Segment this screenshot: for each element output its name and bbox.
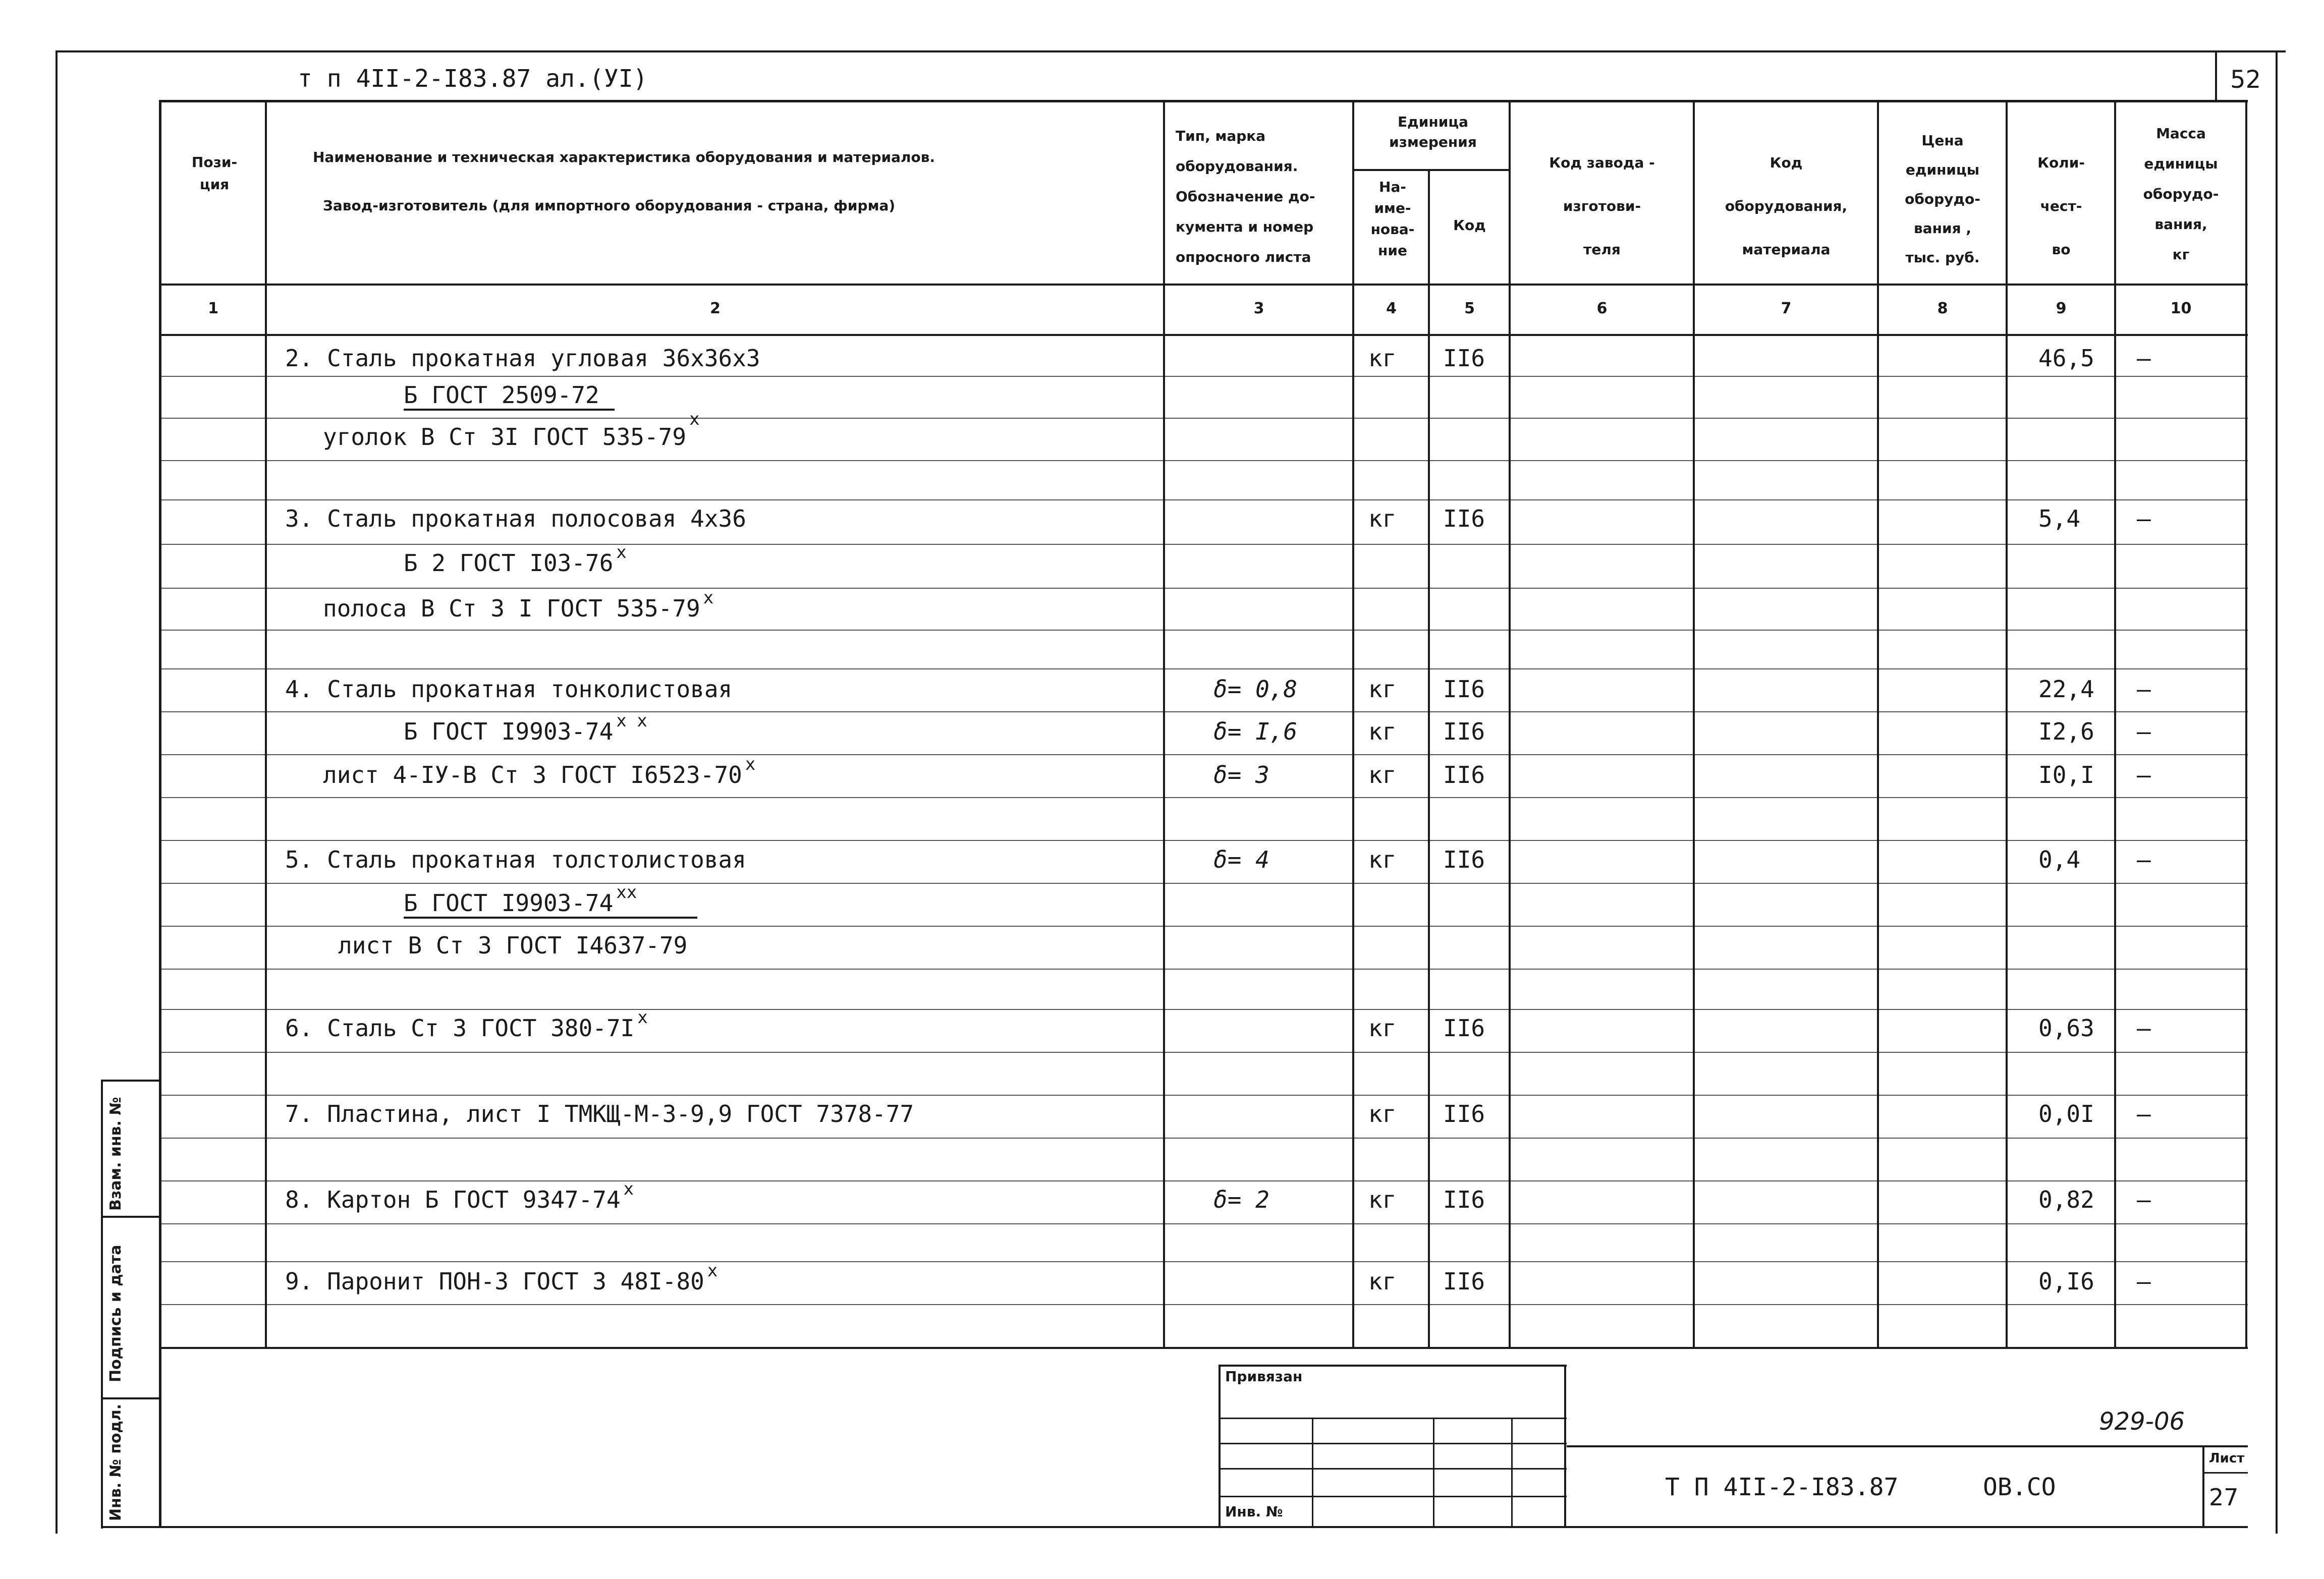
- row-item-4-mass-2: –: [2137, 718, 2151, 745]
- colnum-5: 5: [1464, 300, 1475, 317]
- row-item-4-spec: лист 4-IУ-В Ст 3 ГОСТ I6523-70: [323, 761, 742, 788]
- row-item-4-spec-sup: х: [745, 754, 756, 774]
- row-item-2-standard: Б ГОСТ 2509-72: [404, 381, 615, 411]
- page-number-box-line: [2215, 50, 2217, 101]
- header-type: Тип, марка оборудования. Обозначение до- кумента и номер опросного листа: [1176, 128, 1315, 265]
- row-separator-line: [159, 499, 2248, 500]
- stamp-handwritten-number: 929-06: [2099, 1407, 2185, 1436]
- row-item-4-type-2: δ= I,6: [1213, 718, 1298, 745]
- row-item-8-unit: кг: [1368, 1186, 1397, 1213]
- row-separator-line: [159, 926, 2248, 927]
- stamp-sheet-number: 27: [2209, 1484, 2239, 1511]
- col-divider-7: [1877, 101, 1879, 1347]
- row-item-8-qty: 0,82: [2038, 1186, 2094, 1213]
- header-name-line1: Наименование и техническая характеристика оборудования и материалов.: [313, 149, 935, 165]
- bound-col-2: [1433, 1418, 1434, 1526]
- row-item-7-code: II6: [1443, 1100, 1485, 1127]
- row-item-2-mass: –: [2137, 345, 2151, 372]
- col-divider-3: [1352, 101, 1354, 1347]
- col-divider-9: [2114, 101, 2116, 1347]
- bound-col-3: [1511, 1418, 1513, 1526]
- stamp-bound-label: Привязан: [1225, 1368, 1303, 1385]
- header-position: Пози- ция: [191, 154, 238, 193]
- row-item-5-name: 5. Сталь прокатная толстолистовая: [285, 846, 746, 873]
- bound-row-3: [1219, 1468, 1567, 1470]
- row-item-4-mass-3: –: [2137, 761, 2151, 788]
- row-item-4-qty-1: 22,4: [2038, 675, 2094, 703]
- header-equipment-code: Код оборудования, материала: [1725, 154, 1848, 258]
- stamp-inv-label: Инв. №: [1225, 1503, 1283, 1520]
- row-item-3-code: II6: [1443, 505, 1485, 532]
- row-separator-line: [159, 754, 2248, 755]
- row-item-2-spec: уголок В Ст 3I ГОСТ 535-79: [323, 423, 687, 450]
- sheet-box-left: [2202, 1445, 2204, 1526]
- row-item-5-qty: 0,4: [2038, 846, 2081, 873]
- row-item-2-name: 2. Сталь прокатная угловая 36х36х3: [285, 345, 760, 372]
- row-item-7-name: 7. Пластина, лист I ТМКЩ-М-3-9,9 ГОСТ 7378-77: [285, 1100, 914, 1127]
- row-item-5-spec: лист В Ст 3 ГОСТ I4637-79: [338, 932, 688, 959]
- row-item-5-code: II6: [1443, 846, 1485, 873]
- stamp-doc-part: ОВ.СО: [1983, 1473, 2056, 1501]
- project-reference: т п 4II-2-I83.87 ал.(УI): [298, 65, 648, 93]
- row-separator-line: [159, 1180, 2248, 1181]
- col-divider-1: [265, 101, 267, 1347]
- row-item-4-mass-1: –: [2137, 675, 2151, 703]
- row-item-3-unit: кг: [1368, 505, 1397, 532]
- row-separator-line: [159, 883, 2248, 884]
- frame-left: [56, 50, 58, 1534]
- side-stamp-bottom: [101, 1526, 161, 1528]
- row-item-4-unit-1: кг: [1368, 675, 1397, 703]
- colnum-8: 8: [1937, 300, 1948, 317]
- row-item-7-unit: кг: [1368, 1100, 1397, 1127]
- bound-box-left: [1219, 1365, 1221, 1526]
- row-item-5-mass: –: [2137, 846, 2151, 873]
- row-item-5-standard: Б ГОСТ I9903-74: [404, 889, 614, 917]
- row-item-4-name: 4. Сталь прокатная тонколистовая: [285, 675, 733, 703]
- row-item-3-spec: полоса В Ст 3 I ГОСТ 535-79: [323, 595, 700, 622]
- header-unit-name: На- име- нова- ние: [1370, 179, 1415, 259]
- row-separator-line: [159, 376, 2248, 377]
- header-name-line2: Завод-изготовитель (для импортного оборудования - страна, фирма): [323, 197, 896, 214]
- unit-group-separator: [1352, 169, 1509, 171]
- row-item-9-name: 9. Паронит ПОН-3 ГОСТ 3 48I-80: [285, 1268, 704, 1295]
- row-separator-line: [159, 1095, 2248, 1096]
- frame-top: [56, 50, 2286, 52]
- bound-row-4: [1219, 1496, 1567, 1497]
- row-item-8-code: II6: [1443, 1186, 1485, 1213]
- row-item-4-standard: Б ГОСТ I9903-74: [404, 718, 614, 745]
- row-item-3-standard: Б 2 ГОСТ I03-76: [404, 549, 614, 577]
- header-unit-group: Единица измерения: [1389, 114, 1477, 150]
- title-block-top: [1567, 1445, 2248, 1447]
- row-separator-line: [159, 418, 2248, 419]
- row-item-4-code-2: II6: [1443, 718, 1485, 745]
- row-item-3-spec-sup: х: [703, 588, 714, 608]
- colnum-4: 4: [1386, 300, 1397, 317]
- row-separator-line: [159, 460, 2248, 461]
- colnum-7: 7: [1781, 300, 1792, 317]
- row-item-8-sup: х: [623, 1179, 634, 1199]
- row-separator-line: [159, 1052, 2248, 1053]
- colnum-2: 2: [710, 300, 721, 317]
- row-separator-line: [159, 840, 2248, 841]
- table-top-border: [159, 100, 2248, 102]
- row-item-4-qty-2: I2,6: [2038, 718, 2094, 745]
- row-item-2-qty: 46,5: [2038, 345, 2094, 372]
- stamp-doc-code: Т П 4II-2-I83.87: [1665, 1473, 1899, 1501]
- row-item-8-type: δ= 2: [1213, 1186, 1269, 1213]
- row-item-3-qty: 5,4: [2038, 505, 2081, 532]
- row-separator-line: [159, 1304, 2248, 1305]
- row-item-6-qty: 0,63: [2038, 1014, 2094, 1042]
- row-separator-line: [159, 630, 2248, 631]
- bound-box-top: [1219, 1365, 1567, 1367]
- side-stamp-top: [101, 1080, 161, 1082]
- col-divider-5: [1509, 101, 1511, 1347]
- row-separator-line: [159, 1009, 2248, 1010]
- side-stamp-left: [101, 1080, 103, 1529]
- bound-row-2: [1219, 1443, 1567, 1444]
- row-item-4-type-3: δ= 3: [1213, 761, 1269, 788]
- row-item-2-unit: кг: [1368, 345, 1397, 372]
- row-item-9-sup: х: [707, 1261, 718, 1281]
- header-unit-code: Код: [1453, 217, 1486, 234]
- side-label-replace-inv: Взам. инв. №: [107, 1097, 125, 1211]
- row-item-9-mass: –: [2137, 1268, 2151, 1295]
- bound-row-1: [1219, 1418, 1567, 1419]
- col-divider-8: [2006, 101, 2008, 1347]
- row-item-3-mass: –: [2137, 505, 2151, 532]
- row-separator-line: [159, 711, 2248, 712]
- colnum-10: 10: [2170, 300, 2192, 317]
- sheet-box-divider: [2202, 1472, 2248, 1474]
- colnum-6: 6: [1596, 300, 1608, 317]
- row-item-4-unit-2: кг: [1368, 718, 1397, 745]
- side-stamp-div1: [101, 1216, 161, 1218]
- row-item-9-unit: кг: [1368, 1268, 1397, 1295]
- row-item-7-mass: –: [2137, 1100, 2151, 1127]
- frame-right: [2276, 50, 2278, 1534]
- row-item-2-spec-sup: х: [689, 409, 700, 429]
- row-separator-line: [159, 1261, 2248, 1262]
- side-label-inv-original: Инв. № подл.: [107, 1403, 125, 1521]
- row-item-6-name: 6. Сталь Ст 3 ГОСТ 380-7I: [285, 1014, 635, 1042]
- title-block-bottom: [159, 1526, 2248, 1528]
- row-item-3-standard-sup: х: [616, 542, 627, 562]
- row-separator-line: [159, 1223, 2248, 1224]
- row-item-5-standard-sup: хх: [616, 882, 637, 903]
- bound-col-1: [1312, 1418, 1313, 1526]
- row-item-2-code: II6: [1443, 345, 1485, 372]
- row-item-6-sup: х: [637, 1007, 648, 1028]
- row-item-4-code-1: II6: [1443, 675, 1485, 703]
- row-separator-line: [159, 668, 2248, 669]
- col-divider-10: [2245, 101, 2247, 1347]
- page-number: 52: [2230, 66, 2261, 94]
- stamp-sheet-label: Лист: [2209, 1451, 2245, 1466]
- row-item-5-type: δ= 4: [1213, 846, 1269, 873]
- col-divider-6: [1693, 101, 1695, 1347]
- row-separator-line: [159, 969, 2248, 970]
- row-item-8-mass: –: [2137, 1186, 2151, 1213]
- row-separator-line: [159, 797, 2248, 798]
- table-bottom-border: [159, 1347, 2248, 1349]
- header-quantity: Коли- чест- во: [2037, 154, 2085, 258]
- colnum-3: 3: [1253, 300, 1264, 317]
- row-separator-line: [159, 1138, 2248, 1139]
- header-separator: [159, 284, 2248, 286]
- row-item-8-name: 8. Картон Б ГОСТ 9347-74: [285, 1186, 621, 1213]
- row-item-9-qty: 0,I6: [2038, 1268, 2094, 1295]
- header-factory-code: Код завода - изготови- теля: [1549, 154, 1655, 258]
- side-stamp-div2: [101, 1397, 161, 1399]
- row-item-6-code: II6: [1443, 1014, 1485, 1042]
- row-item-4-standard-sup: х х: [616, 711, 647, 731]
- colnum-separator: [159, 334, 2248, 336]
- header-unit-price: Цена единицы оборудо- вания , тыс. руб.: [1905, 132, 1980, 266]
- row-item-3-name: 3. Сталь прокатная полосовая 4х36: [285, 505, 746, 532]
- col-divider-2: [1163, 101, 1165, 1347]
- row-item-7-qty: 0,0I: [2038, 1100, 2094, 1127]
- colnum-9: 9: [2056, 300, 2067, 317]
- row-item-4-qty-3: I0,I: [2038, 761, 2094, 788]
- header-mass: Масса единицы оборудо- вания, кг: [2143, 125, 2219, 263]
- row-item-9-code: II6: [1443, 1268, 1485, 1295]
- bound-box-right: [1564, 1365, 1566, 1526]
- row-separator-line: [159, 588, 2248, 589]
- row-item-5-unit: кг: [1368, 846, 1397, 873]
- row-separator-line: [159, 544, 2248, 545]
- colnum-1: 1: [208, 300, 218, 317]
- row-item-6-mass: –: [2137, 1014, 2151, 1042]
- row-item-6-unit: кг: [1368, 1014, 1397, 1042]
- side-label-signature-date: Подпись и дата: [107, 1245, 125, 1382]
- col-divider-4: [1428, 169, 1430, 1347]
- row-item-4-type-1: δ= 0,8: [1213, 675, 1298, 703]
- row-item-4-code-3: II6: [1443, 761, 1485, 788]
- row-item-4-unit-3: кг: [1368, 761, 1397, 788]
